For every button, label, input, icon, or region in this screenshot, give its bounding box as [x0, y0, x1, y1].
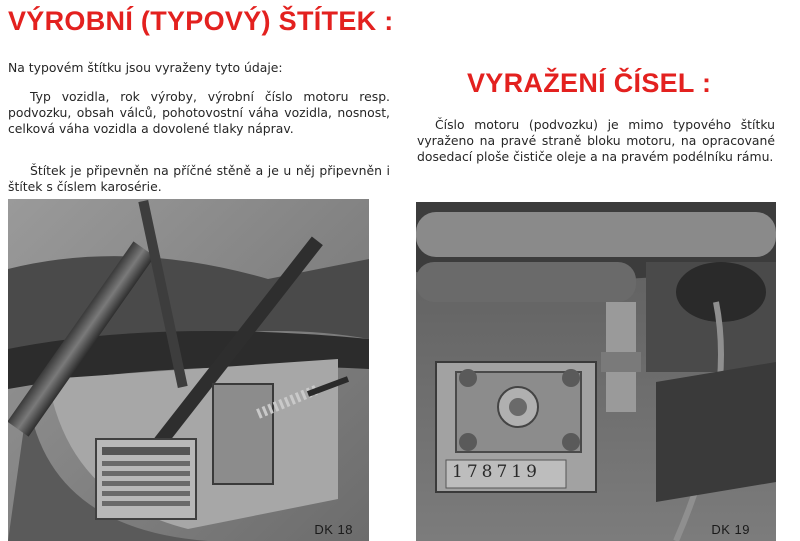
section-title-type-plate: VÝROBNÍ (TYPOVÝ) ŠTÍTEK :	[8, 6, 394, 36]
engine-block-illustration	[416, 202, 776, 541]
type-plate-photo	[8, 199, 369, 541]
figure-caption-left: DK 18	[314, 522, 353, 537]
plate-location-paragraph: Štítek je připevněn na příčné stěně a je u něj připevněn i štítek s číslem karosérie.	[8, 163, 390, 194]
type-plate-illustration	[8, 199, 369, 541]
figure-caption-right: DK 19	[711, 522, 750, 537]
engine-number-paragraph: Číslo motoru (podvozku) je mimo typového štítku vyraženo na pravé straně bloku motoru, na opracované dosedací ploše čističe oleje a na pravém podélníku rámu.	[417, 117, 775, 164]
engine-block-photo	[416, 202, 776, 541]
stamped-engine-number: 178719	[452, 462, 541, 482]
intro-text: Na typovém štítku jsou vyraženy tyto údaje:	[8, 60, 283, 75]
plate-data-paragraph: Typ vozidla, rok výroby, výrobní číslo motoru resp. podvozku, obsah válců, pohotovostní váha vozidla, nosnost, celková váha vozidla a dovolené tlaky náprav.	[8, 89, 390, 136]
section-title-stamped-numbers: VYRAŽENÍ ČÍSEL :	[467, 68, 712, 98]
